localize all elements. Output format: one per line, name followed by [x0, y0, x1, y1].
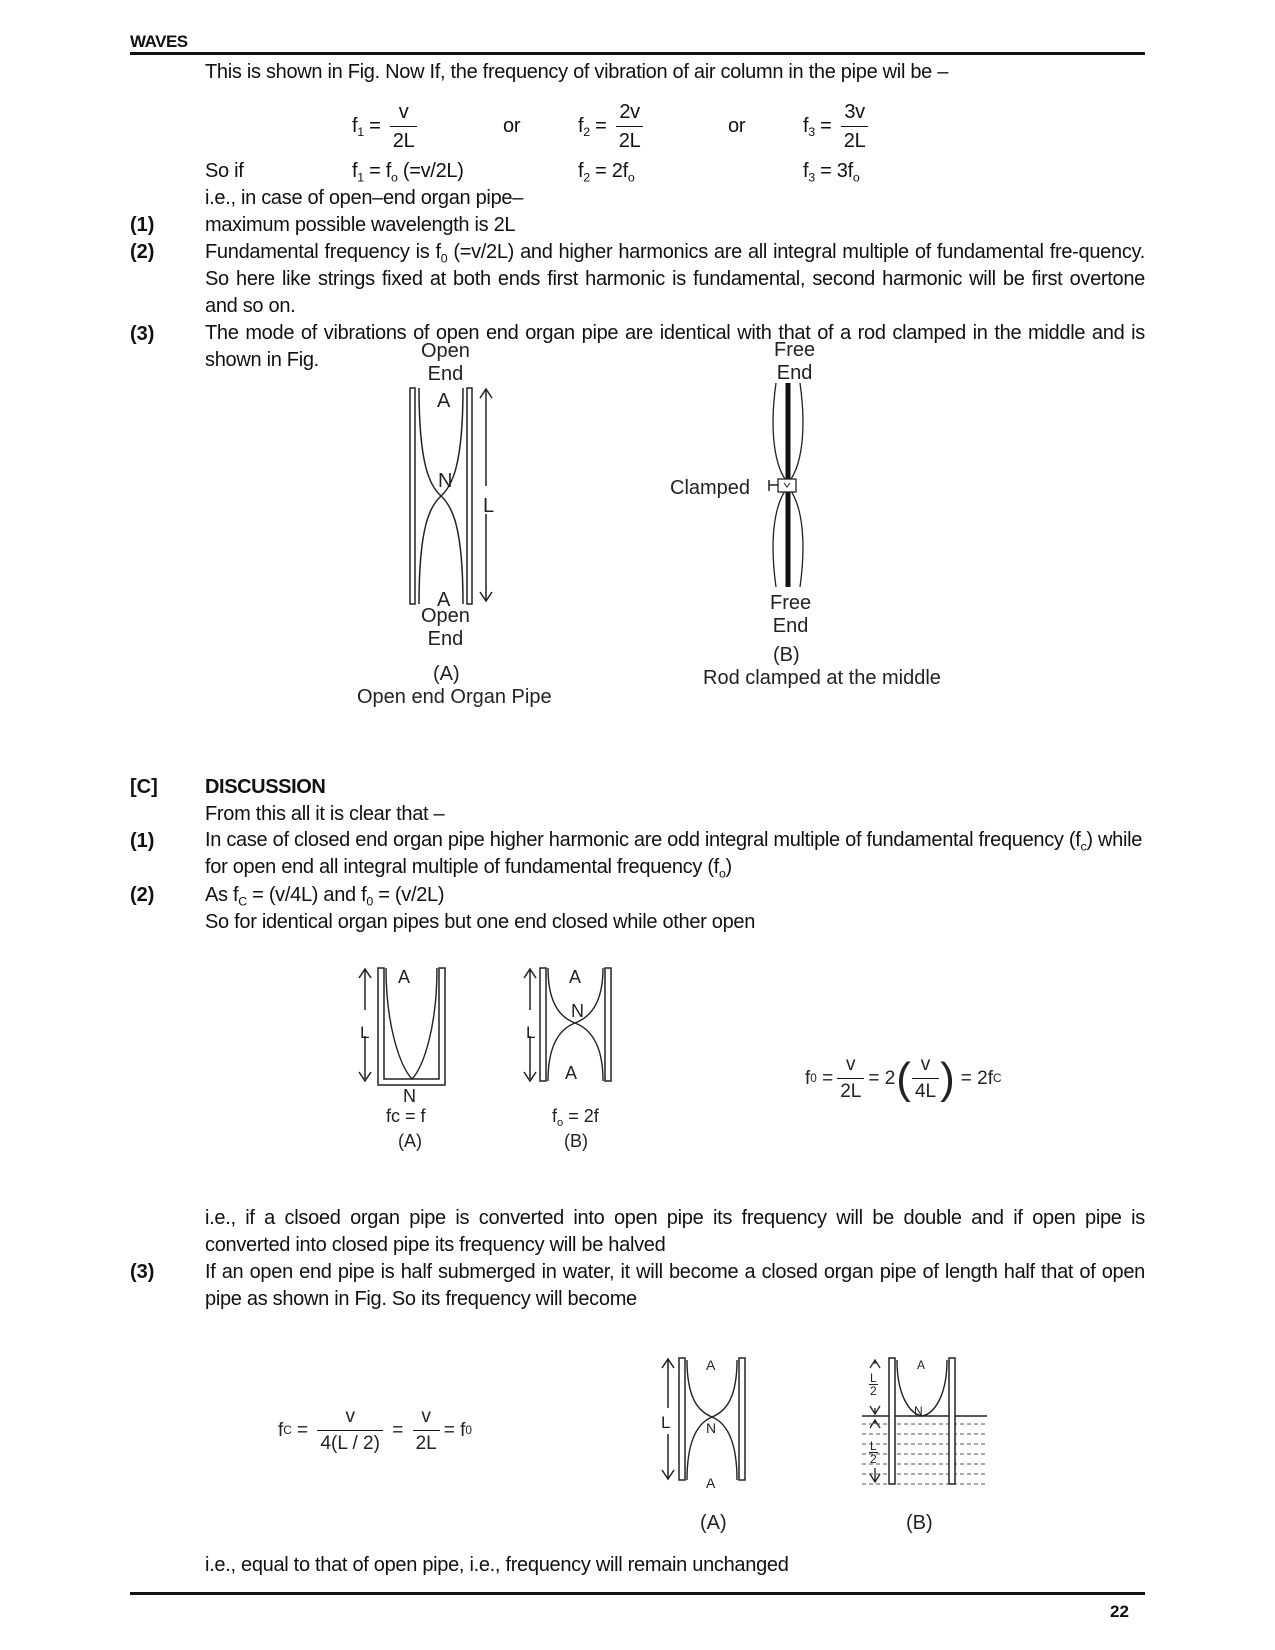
so-if-f3: $f_3 = 3f_o$: [803, 160, 860, 185]
clamped-label: Clamped: [670, 477, 751, 499]
item-number: (2): [130, 241, 155, 263]
item-text: Fundamental frequency is $f_0$ (=v/2L) and higher harmonics are all integral multiple of fundamental fre-quency. So here like strings fixed at both ends first harmonic is fundamental, second harmonic will be first overtone and so on.: [205, 241, 1145, 317]
item-text: The mode of vibrations of open end organ pipe are identical with that of a rod clamped in the middle and is shown in Fig.: [205, 322, 1145, 371]
fig1a-caption: Open end Organ Pipe: [357, 686, 552, 708]
node-label: N: [706, 1420, 717, 1436]
length-label: L: [526, 1023, 536, 1042]
node-label: N: [403, 1086, 416, 1106]
item-text-line2: So for identical organ pipes but one end closed while other open: [205, 911, 756, 933]
open-pipe-eq: $f_o = 2f$: [552, 1106, 599, 1129]
fig1b-caption: Rod clamped at the middle: [703, 667, 941, 689]
page-number: 22: [1110, 1602, 1129, 1621]
node-label: N: [438, 470, 453, 492]
item-number: (3): [130, 1261, 155, 1283]
half-length-label: L 2: [870, 1371, 877, 1398]
or-label: or: [503, 115, 521, 137]
antinode-label: A: [706, 1357, 716, 1373]
antinode-label: A: [437, 390, 451, 412]
or-label: or: [728, 115, 746, 137]
item-number: (1): [130, 214, 155, 236]
item-text: If an open end pipe is half submerged in water, it will become a closed organ pipe of length half that of open pipe as shown in Fig. So its frequency will become: [205, 1261, 1145, 1310]
length-label: L: [483, 495, 495, 517]
fc-formula: f C = $\frac{v}{4(L / 2)}$ = $\frac{v}{2L}$ = f 0: [278, 1406, 472, 1454]
antinode-label: A: [917, 1358, 926, 1372]
so-if-f1: $f_1 = f_o$ (=v/2L): [352, 160, 464, 185]
f0-formula: f 0 = $\frac{v}{2L}$ = 2 ( $\frac{v}{4L}$ ) = 2f C: [805, 1053, 1002, 1103]
length-label: L: [360, 1023, 370, 1042]
running-header: WAVES: [130, 32, 188, 51]
header-rule: [130, 52, 1145, 55]
footer-rule: [130, 1592, 1145, 1595]
ie-open-line: i.e., in case of open–end organ pipe–: [205, 187, 524, 209]
antinode-label: A: [398, 967, 411, 987]
antinode-label: A: [565, 1063, 578, 1083]
closed-pipe-eq: fc = f: [386, 1106, 426, 1126]
fig2b-caption: (B): [564, 1131, 588, 1151]
clamped-rod-diagram: [765, 383, 825, 593]
item-text: In case of closed end organ pipe higher harmonic are odd integral multiple of fundamental frequency $(f_c)$ while for open end all integral multiple of fundamental frequency $(f_o)$: [205, 829, 1143, 881]
item-number: (2): [130, 884, 155, 906]
half-length-label: L 2: [870, 1439, 877, 1466]
node-label: N: [914, 1404, 923, 1418]
fig1b-top-label: Free End: [774, 339, 816, 384]
formula-f2: $f_2$ = $\frac{2v}{2L}$: [578, 100, 647, 153]
fig1b-bottom-label: Free End: [770, 592, 812, 637]
fig1a-bottom-label: Open End: [421, 605, 470, 650]
half-submerged-pipe-diagram: [862, 1356, 992, 1486]
item-text: maximum possible wavelength is 2L: [205, 214, 516, 236]
item-text: As $f_C = (v/4L)$ and $f_0 = (v/2L)$: [205, 884, 445, 909]
conclusion-text: i.e., if a clsoed organ pipe is converted into open pipe its frequency will be double and if open pipe is converted into closed pipe its frequency will be halved: [205, 1207, 1145, 1256]
antinode-label: A: [706, 1475, 716, 1491]
section-title: DISCUSSION: [205, 776, 326, 798]
length-label: L: [661, 1413, 671, 1432]
fig1a-caption-letter: (A): [433, 663, 460, 685]
item-number: (1): [130, 830, 155, 852]
node-label: N: [571, 1001, 584, 1021]
intro-line: This is shown in Fig. Now If, the frequency of vibration of air column in the pipe wil be –: [205, 61, 949, 83]
item-number: (3): [130, 323, 155, 345]
final-line: i.e., equal to that of open pipe, i.e., frequency will remain unchanged: [205, 1554, 789, 1576]
fig3b-caption: (B): [906, 1512, 933, 1534]
antinode-label: A: [437, 589, 451, 611]
antinode-label: A: [569, 967, 582, 987]
so-if-f2: $f_2 = 2f_o$: [578, 160, 635, 185]
open-pipe-diagram: [400, 386, 520, 606]
formula-f3: $f_3$ = $\frac{3v}{2L}$: [803, 100, 872, 153]
fig1a-top-label: Open End: [421, 340, 470, 385]
fig2a-caption: (A): [398, 1131, 422, 1151]
so-if-label: So if: [205, 160, 244, 182]
fig1b-caption-letter: (B): [773, 644, 800, 666]
fig3a-caption: (A): [700, 1512, 727, 1534]
section-marker: [C]: [130, 776, 158, 798]
discussion-lead: From this all it is clear that –: [205, 803, 445, 825]
formula-f1: $f_1$ = $\frac{v}{2L}$: [352, 100, 421, 153]
